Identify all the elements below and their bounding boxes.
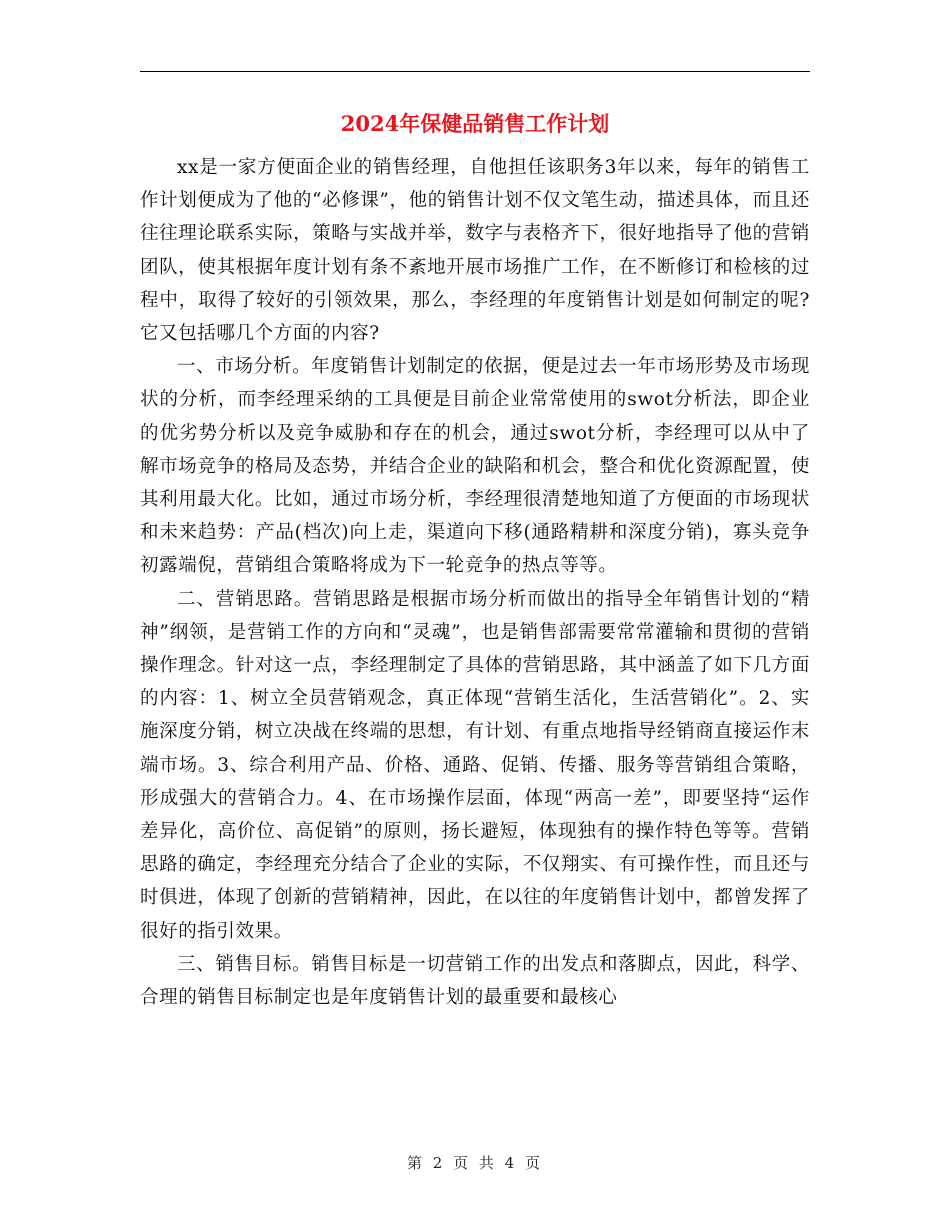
header-rule: [140, 71, 810, 72]
paragraph-sales-target: 三、销售目标。销售目标是一切营销工作的出发点和落脚点，因此，科学、合理的销售目标制定也是年度销售计划的最重要和最核心: [140, 953, 810, 1009]
document-title: 2024年保健品销售工作计划: [340, 111, 610, 136]
paragraph-intro: xx是一家方便面企业的销售经理，自他担任该职务3年以来，每年的销售工作计划便成为了他的“必修课”，他的销售计划不仅文笔生动，描述具体，而且还往往理论联系实际，策略与实战并举，数字与表格齐下，很好地指导了他的营销团队，使其根据年度计划有条不紊地开展市场推广工作，在不断修订和检核的过程中，取得了较好的引领效果，那么，李经理的年度销售计划是如何制定的呢?它又包括哪几个方面的内容?: [140, 157, 810, 345]
document-body: [140, 151, 810, 1014]
paragraph-market-analysis: 一、市场分析。年度销售计划制定的依据，便是过去一年市场形势及市场现状的分析，而李经理采纳的工具便是目前企业常常使用的swot分析法，即企业的优劣势分析以及竞争威胁和存在的机会，通过swot分析，李经理可以从中了解市场竞争的格局及态势，并结合企业的缺陷和机会，整合和优化资源配置，使其利用最大化。比如，通过市场分析，李经理很清楚地知道了方便面的市场现状和未来趋势：产品(档次)向上走，渠道向下移(通路精耕和深度分销)，寡头竞争初露端倪，营销组合策略将成为下一轮竞争的热点等等。: [140, 356, 810, 577]
paragraph-marketing-ideas: 二、营销思路。营销思路是根据市场分析而做出的指导全年销售计划的“精神”纲领，是营销工作的方向和“灵魂”，也是销售部需要常常灌输和贯彻的营销操作理念。针对这一点，李经理制定了具体的营销思路，其中涵盖了如下几方面的内容：1、树立全员营销观念，真正体现“营销生活化，生活营销化”。2、实施深度分销，树立决战在终端的思想，有计划、有重点地指导经销商直接运作末端市场。3、综合利用产品、价格、通路、促销、传播、服务等营销组合策略，形成强大的营销合力。4、在市场操作层面，体现“两高一差”，即要坚持“运作差异化，高价位、高促销”的原则，扬长避短，体现独有的操作特色等等。营销思路的确定，李经理充分结合了企业的实际，不仅翔实、有可操作性，而且还与时俱进，体现了创新的营销精神，因此，在以往的年度销售计划中，都曾发挥了很好的指引效果。: [140, 588, 810, 942]
page-footer: 第 2 页 共 4 页: [407, 1154, 543, 1172]
